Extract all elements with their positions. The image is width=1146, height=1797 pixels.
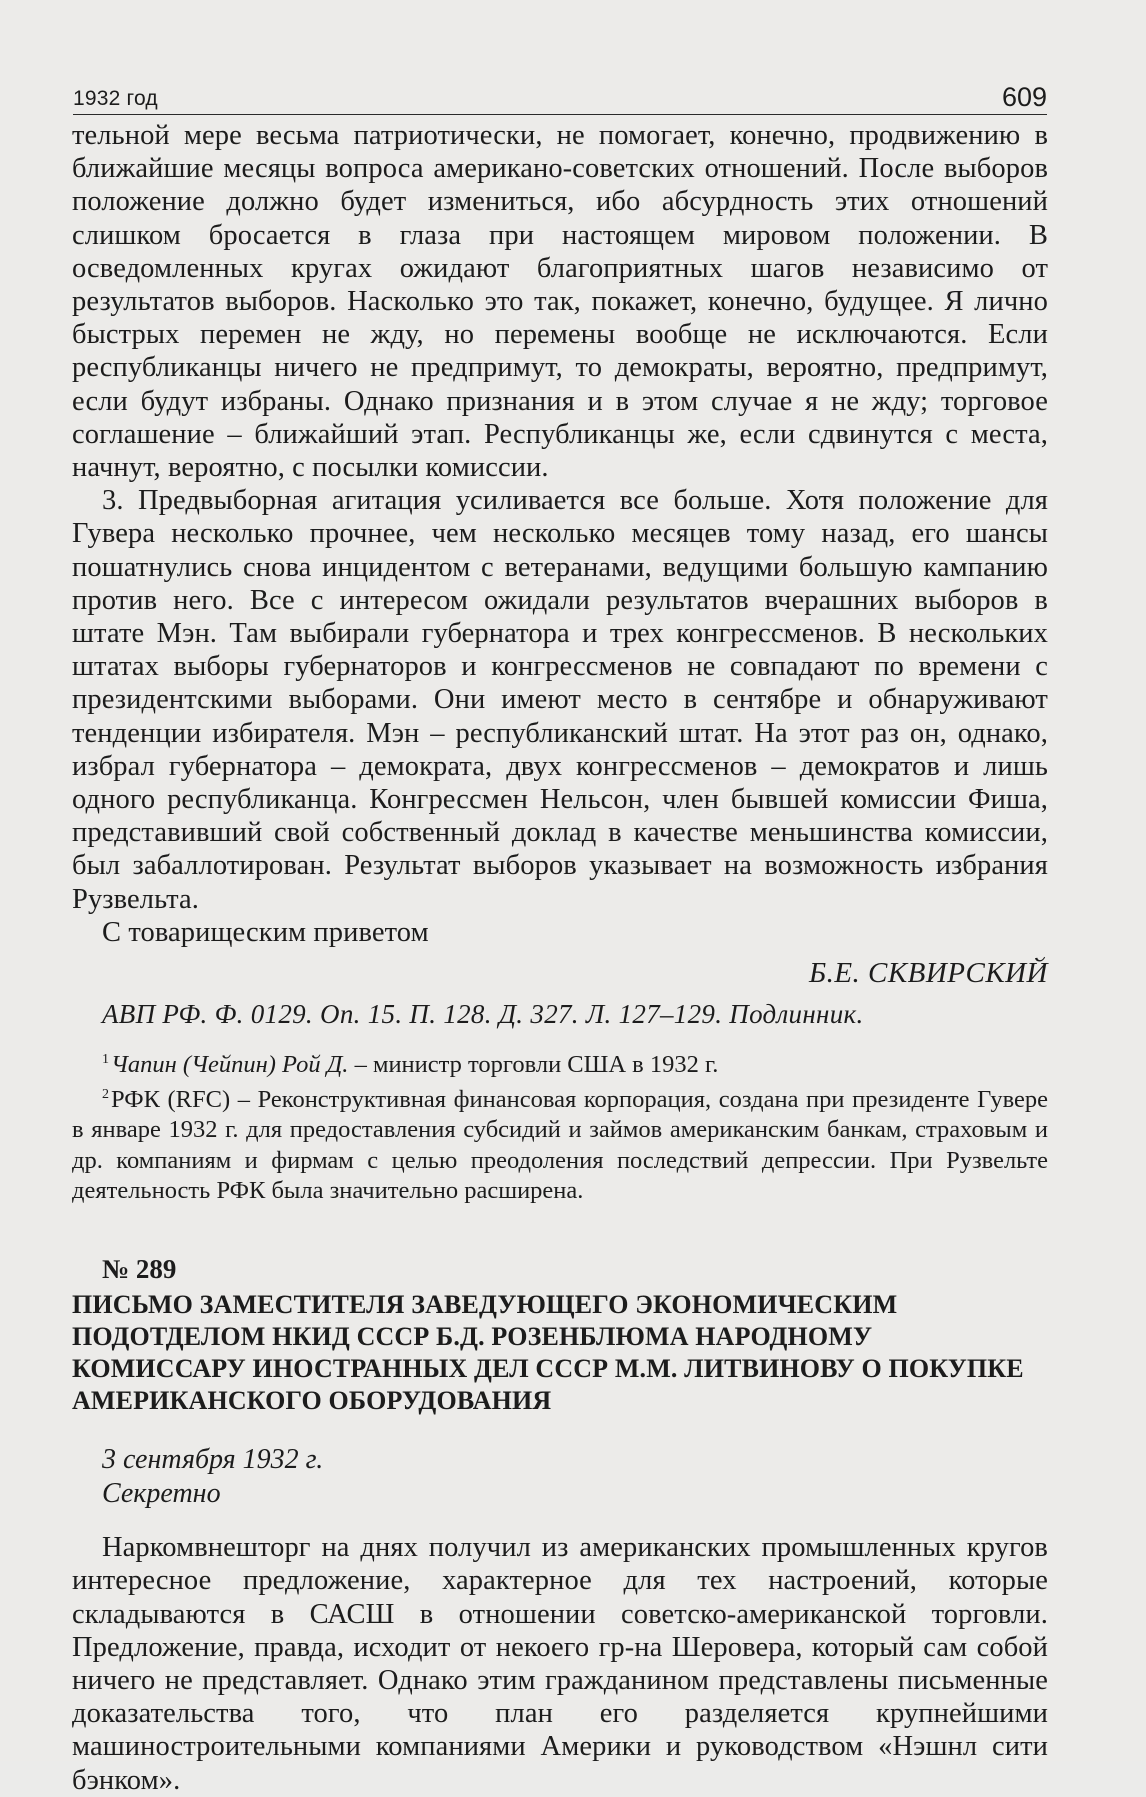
footnote-2-number: 2 bbox=[102, 1087, 109, 1103]
footnote-1 bbox=[72, 1045, 1048, 1080]
document-title: ПИСЬМО ЗАМЕСТИТЕЛЯ ЗАВЕДУЮЩЕГО ЭКОНОМИЧЕСКИМ ПОДОТДЕЛОМ НКИД СССР Б.Д. РОЗЕНБЛЮМА НАРОДНОМУ КОМИССАРУ ИНОСТРАННЫХ ДЕЛ СССР М.М. ЛИТВИНОВУ О ПОКУПКЕ АМЕРИКАНСКОГО ОБОРУДОВАНИЯ bbox=[72, 1290, 1024, 1416]
page-number: 609 bbox=[1001, 82, 1047, 112]
signature: Б.Е. СКВИРСКИЙ bbox=[808, 957, 1048, 990]
running-header-year: 1932 год bbox=[73, 87, 158, 110]
page-content bbox=[72, 119, 1048, 1797]
closing-salutation: С товарищеским приветом bbox=[102, 916, 429, 948]
archive-reference: АВП РФ. Ф. 0129. Оп. 15. П. 128. Д. 327. Л. 127–129. Подлинник. bbox=[102, 999, 864, 1030]
body-paragraph-3: 3. Предвыборная агитация усиливается все больше. Хотя положение для Гувера несколько прочнее, чем несколько месяцев тому назад, его шансы пошатнулись снова инцидентом с ветеранами, ведущими большую кампанию против него. Все с интересом ожидали результатов вчерашних выборов в штате Мэн. Там выбирали губернатора и трех конгрессменов. В нескольких штатах выборы губернаторов и конгрессменов не совпадают по времени с президентскими выборами. Они имеют место в сентябре и обнаруживают тенденции избирателя. Мэн – республиканский штат. На этот раз он, однако, избрал губернатора – демократа, двух конгрессменов – демократов и лишь одного республиканца. Конгрессмен Нельсон, член бывшей комиссии Фиша, представивший свой собственный доклад в качестве меньшинства комиссии, был забаллотирован. Результат выборов указывает на возможность избрания Рузвельта. bbox=[72, 485, 1048, 915]
footnote-1-name: Чапин (Чейпин) Рой Д. bbox=[111, 1051, 349, 1079]
document-classification: Секретно bbox=[102, 1478, 221, 1510]
running-header bbox=[73, 84, 1047, 115]
footnote-2 bbox=[72, 1080, 1048, 1206]
document-number: № 289 bbox=[102, 1254, 177, 1285]
document-body-paragraph: Наркомвнешторг на днях получил из американских промышленных кругов интересное предложение, характерное для тех настроений, которые складываются в САСШ в отношении советско-американской торговли. Предложение, правда, исходит от некоего гр-на Шеровера, который сам собой ничего не представляет. Однако этим гражданином представлены письменные доказательства того, что план его разделяется крупнейшими машиностроительными компаниями Америки и руководством «Нэшнл сити бэнком». bbox=[72, 1532, 1048, 1796]
footnote-1-text: – министр торговли США в 1932 г. bbox=[348, 1051, 719, 1079]
document-date: 3 сентября 1932 г. bbox=[102, 1444, 324, 1476]
body-paragraph-continued: тельной мере весьма патриотически, не помогает, конечно, продвижению в ближайшие месяцы вопроса американо-советских отношений. После выборов положение должно будет измениться, ибо абсурдность этих отношений слишком бросается в глаза при настоящем мировом положении. В осведомленных кругах ожидают благоприятных шагов независимо от результатов выборов. Насколько это так, покажет, конечно, будущее. Я лично быстрых перемен не жду, но перемены вообще не исключаются. Если республиканцы ничего не предпримут, то демократы, вероятно, предпримут, если будут избраны. Однако признания и в этом случае я не жду; торговое соглашение – ближайший этап. Республиканцы же, если сдвинутся с места, начнут, вероятно, с посылки комиссии. bbox=[72, 120, 1048, 484]
footnote-1-number: 1 bbox=[102, 1052, 109, 1068]
footnote-2-text: РФК (RFC) – Реконструктивная финансовая корпорация, создана при президенте Гувере в январе 1932 г. для предоставления субсидий и займов американским банкам, страховым и др. компаниям и фирмам с целью преодоления последствий депрессии. При Рузвельте деятельность РФК была значительно расширена. bbox=[72, 1086, 1048, 1204]
